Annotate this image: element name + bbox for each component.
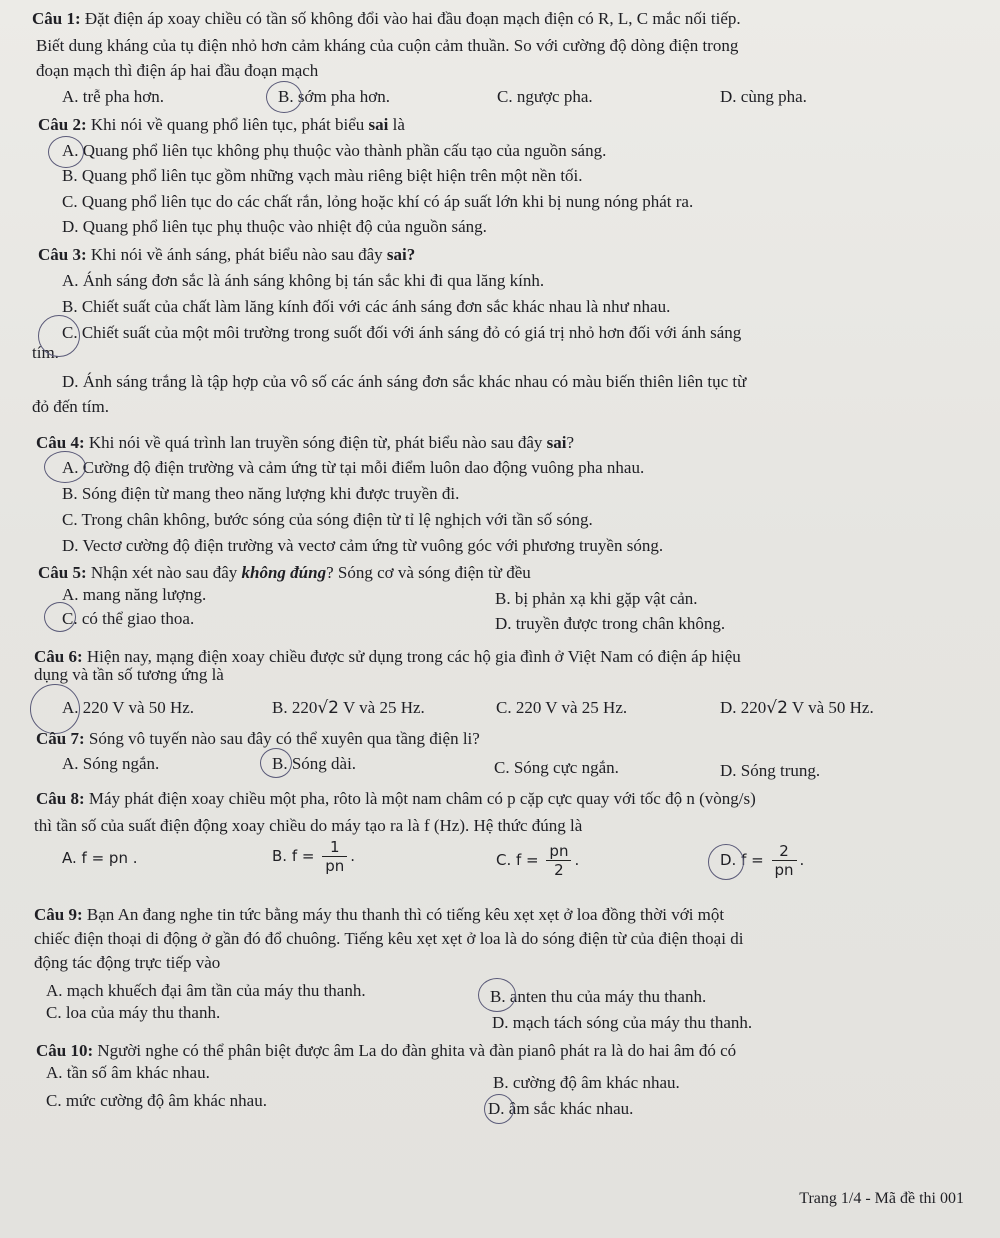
option-a: A. mang năng lượng. [62, 585, 207, 604]
option-b: B. sớm pha hơn. [278, 87, 390, 106]
option-c: C. Chiết suất của một môi trường trong suốt đối với ánh sáng đỏ có giá trị nhỏ hơn đối với ánh sáng [62, 323, 742, 342]
option-a: A. 220 V và 50 Hz. [62, 698, 195, 717]
option-c: C. Trong chân không, bước sóng của sóng điện từ tỉ lệ nghịch với tần số sóng. [62, 510, 593, 529]
question-2 [38, 114, 405, 136]
question-text: Bạn An đang nghe tin tức bằng máy thu thanh thì có tiếng kêu xẹt xẹt ở loa đồng thời với một [86, 905, 725, 924]
question-text: Đặt điện áp xoay chiều có tần số không đổi vào hai đầu đoạn mạch điện có R, L, C mắc nối tiếp. [84, 9, 741, 28]
question-text: Khi nói về ánh sáng, phát biểu nào sau đây [90, 245, 383, 264]
question-9 [34, 904, 724, 926]
question-4 [36, 432, 574, 454]
question-text: Hiện nay, mạng điện xoay chiều được sử dụng trong các hộ gia đình ở Việt Nam có điện áp hiệu [86, 647, 741, 666]
option-b: B. cường độ âm khác nhau. [493, 1073, 680, 1092]
option-d: D. truyền được trong chân không. [495, 614, 726, 633]
option-a: A. trễ pha hơn. [62, 87, 164, 106]
question-label: Câu 9: [34, 905, 83, 924]
question-5 [38, 562, 531, 584]
question-text-line: thì tần số của suất điện động xoay chiều do máy tạo ra là f (Hz). Hệ thức đúng là [34, 816, 583, 835]
option-c: C. Quang phổ liên tục do các chất rắn, lỏng hoặc khí có áp suất lớn khi bị nung nóng phát ra. [62, 192, 694, 211]
question-8 [36, 788, 756, 810]
question-text: Sóng vô tuyến nào sau đây có thể xuyên qua tầng điện li? [88, 729, 480, 748]
option-a: A. f = pn . [62, 849, 138, 867]
question-7 [36, 728, 480, 750]
question-label: Câu 7: [36, 729, 85, 748]
question-label: Câu 4: [36, 433, 85, 452]
answer-circle [38, 315, 80, 357]
question-text: Người nghe có thể phân biệt được âm La do đàn ghita và đàn pianô phát ra là do hai âm đó có [97, 1041, 737, 1060]
keyword: sai? [386, 245, 416, 264]
option-a: A. Ánh sáng đơn sắc là ánh sáng không bị tán sắc khi đi qua lăng kính. [62, 271, 545, 290]
answer-circle [266, 81, 302, 113]
question-label: Câu 8: [36, 789, 85, 808]
option-d: D. mạch tách sóng của máy thu thanh. [492, 1013, 753, 1032]
answer-circle [44, 451, 86, 483]
question-label: Câu 1: [32, 9, 81, 28]
fraction: $\frac{1}{pn}$ [322, 838, 347, 875]
question-1 [32, 8, 741, 30]
question-text-line: đoạn mạch thì điện áp hai đầu đoạn mạch [36, 61, 319, 80]
option-d: D. Quang phổ liên tục phụ thuộc vào nhiệt độ của nguồn sáng. [62, 217, 487, 236]
option-a: A. Sóng ngắn. [62, 754, 160, 773]
fraction: $\frac{2}{pn}$ [772, 842, 797, 879]
option-a: A. Cường độ điện trường và cảm ứng từ tại mỗi điểm luôn dao động vuông pha nhau. [62, 458, 645, 477]
question-text: ? [566, 433, 575, 452]
option-d-cont: đỏ đến tím. [32, 397, 109, 416]
answer-circle [30, 684, 80, 734]
question-label: Câu 2: [38, 115, 87, 134]
question-text: Nhận xét nào sau đây [90, 563, 238, 582]
question-label: Câu 5: [38, 563, 87, 582]
answer-circle [44, 602, 76, 632]
fraction: $\frac{pn}{2}$ [546, 842, 571, 879]
page-footer: Trang 1/4 - Mã đề thi 001 [799, 1190, 964, 1207]
question-text-line: động tác động trực tiếp vào [34, 953, 221, 972]
question-text: Máy phát điện xoay chiều một pha, rôto là một nam châm có p cặp cực quay với tốc độ n (vòng/s) [88, 789, 756, 808]
option-c: C. Sóng cực ngắn. [494, 758, 619, 777]
option-d: D. 220√2 V và 50 Hz. [720, 698, 874, 718]
option-a: A. Quang phổ liên tục không phụ thuộc vào thành phần cấu tạo của nguồn sáng. [62, 141, 607, 160]
question-label: Câu 6: [34, 647, 83, 666]
option-c: C. 220 V và 25 Hz. [496, 698, 628, 717]
question-text: Khi nói về quá trình lan truyền sóng điện từ, phát biểu nào sau đây [88, 433, 543, 452]
option-a: A. mạch khuếch đại âm tần của máy thu thanh. [46, 981, 366, 1000]
option-b: B. Quang phổ liên tục gồm những vạch màu riêng biệt hiện trên một nền tối. [62, 166, 583, 185]
question-text: Khi nói về quang phổ liên tục, phát biểu [90, 115, 365, 134]
question-label: Câu 10: [36, 1041, 94, 1060]
option-b: B. 220√2 V và 25 Hz. [272, 698, 425, 718]
answer-circle [48, 136, 84, 168]
option-b: B. bị phản xạ khi gặp vật cản. [495, 589, 698, 608]
option-c: C. f = $\frac{pn}{2}$ . [496, 842, 580, 879]
sqrt-2: √2 [766, 698, 788, 718]
option-d: D. f = $\frac{2}{pn}$ . [720, 842, 805, 879]
question-3 [38, 244, 415, 266]
option-b: B. Sóng điện từ mang theo năng lượng khi được truyền đi. [62, 484, 460, 503]
option-b: B. Sóng dài. [272, 754, 357, 773]
option-b: B. f = $\frac{1}{pn}$ . [272, 838, 356, 875]
question-10 [36, 1040, 736, 1062]
option-d: D. cùng pha. [720, 87, 807, 106]
question-text-line: dụng và tần số tương ứng là [34, 665, 224, 684]
option-c-cont: tím. [32, 343, 59, 362]
keyword: sai [368, 115, 389, 134]
option-c: C. loa của máy thu thanh. [46, 1003, 221, 1022]
answer-circle [708, 844, 744, 880]
option-b: B. anten thu của máy thu thanh. [490, 987, 707, 1006]
question-text: là [392, 115, 405, 134]
option-d: D. Ánh sáng trắng là tập hợp của vô số các ánh sáng đơn sắc khác nhau có màu biến thiên liên tục từ [62, 372, 747, 391]
question-label: Câu 3: [38, 245, 87, 264]
option-c: C. có thể giao thoa. [62, 609, 195, 628]
question-text-line: Biết dung kháng của tụ điện nhỏ hơn cảm kháng của cuộn cảm thuần. So với cường độ dòng điện trong [36, 36, 739, 55]
option-d: D. Sóng trung. [720, 761, 821, 780]
sqrt-2: √2 [317, 698, 339, 718]
question-text-line: chiếc điện thoại di động ở gần đó đổ chuông. Tiếng kêu xẹt xẹt ở loa là do sóng điện từ của điện thoại di [34, 929, 744, 948]
option-a: A. tần số âm khác nhau. [46, 1063, 210, 1082]
option-c: C. mức cường độ âm khác nhau. [46, 1091, 267, 1110]
keyword: sai [546, 433, 567, 452]
question-text: ? Sóng cơ và sóng điện từ đều [326, 563, 531, 582]
option-c: C. ngược pha. [497, 87, 593, 106]
keyword: không đúng [241, 563, 327, 582]
option-b: B. Chiết suất của chất làm lăng kính đối với các ánh sáng đơn sắc khác nhau là như nhau. [62, 297, 671, 316]
option-d: D. Vectơ cường độ điện trường và vectơ cảm ứng từ vuông góc với phương truyền sóng. [62, 536, 664, 555]
answer-circle [260, 748, 292, 778]
option-d: D. âm sắc khác nhau. [488, 1099, 634, 1118]
answer-circle [478, 978, 516, 1012]
answer-circle [484, 1094, 514, 1124]
